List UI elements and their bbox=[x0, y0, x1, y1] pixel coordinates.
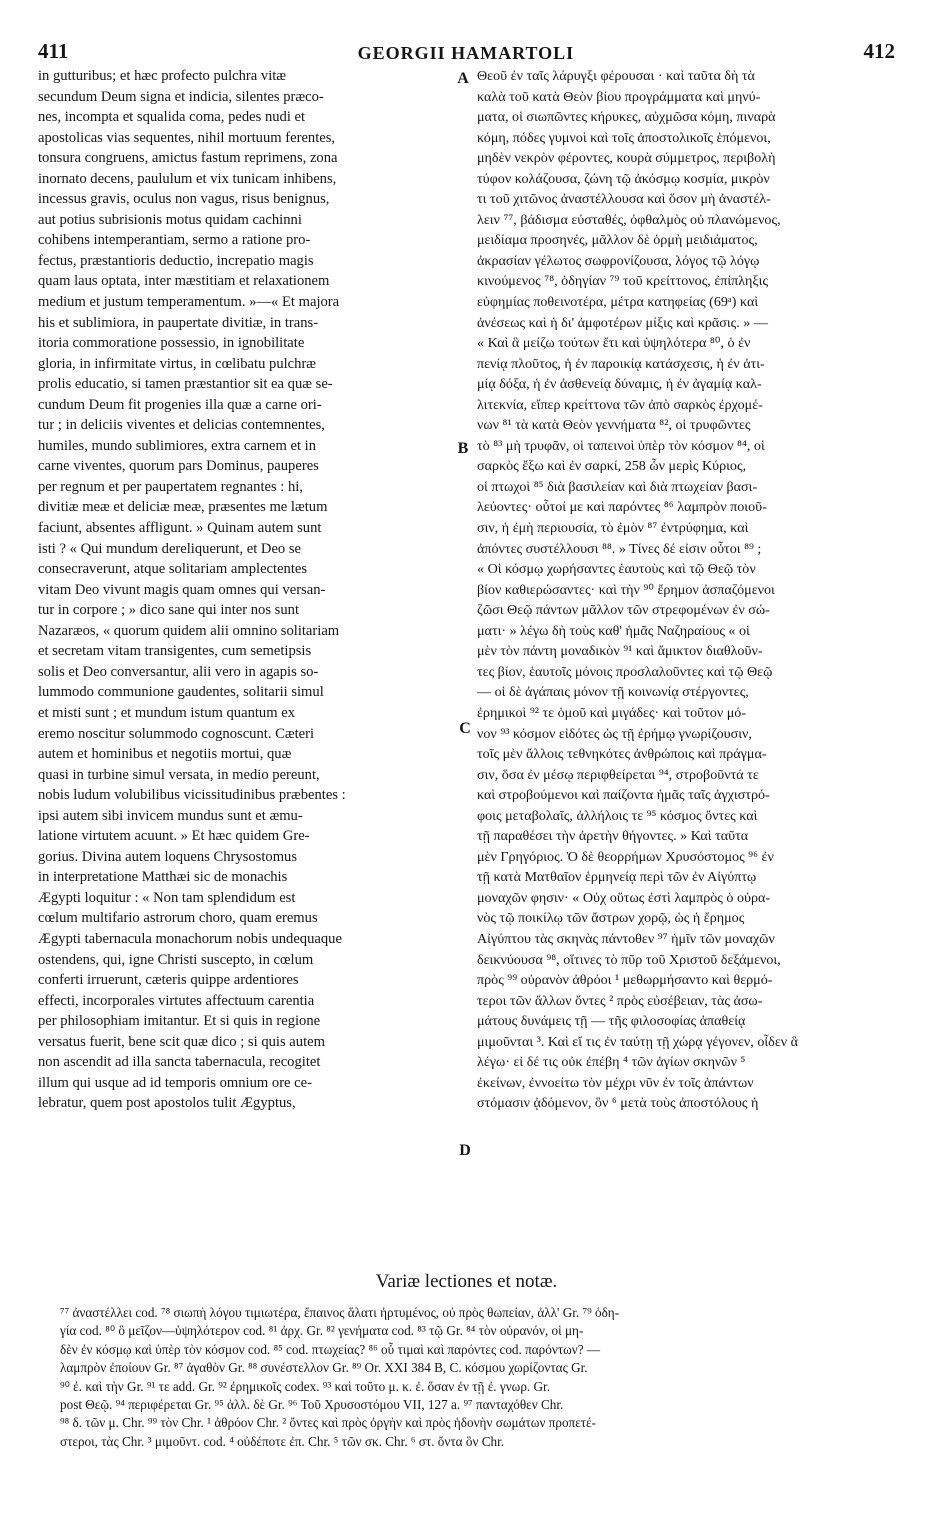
latin-text-line: illum qui usque ad id temporis omnium ore ce- bbox=[38, 1074, 312, 1091]
latin-text-line: quasi in turbine simul versata, in medio pereunt, bbox=[38, 766, 320, 783]
latin-text-line: per regnum et per paupertatem regnantes : hi, bbox=[38, 478, 304, 495]
latin-column bbox=[38, 66, 456, 1114]
greek-text-line: βίον καθιερώσαντες· καὶ τὴν ⁹⁰ ἔρημον ἀσπαζόμενοι bbox=[477, 581, 775, 598]
latin-text-line: latione virtutem acuunt. » Et hæc quidem Gre- bbox=[38, 828, 310, 845]
greek-column bbox=[477, 66, 895, 1114]
greek-text-line: φοις μεταβολαῖς, ἀλλήλοις τε ⁹⁵ κόσμος ὄντες καὶ bbox=[477, 807, 758, 824]
note-line: στεροι, τὰς Chr. ³ μιμοῦντ. cod. ⁴ οὐδέποτε ἐπ. Chr. ⁵ τῶν σκ. Chr. ⁶ στ. ὄντα ὃν Chr. bbox=[60, 1433, 505, 1449]
greek-text-line: ἀνέσεως καὶ ἡ δι' ἀμφοτέρων μίξις καὶ κρᾶσις. » — bbox=[477, 314, 768, 331]
latin-text-line: Nazaræos, « quorum quidem alii omnino solitariam bbox=[38, 622, 340, 639]
greek-text-line: ζῶσι Θεῷ πάντων μᾶλλον τῶν στρεφομένων ἐν σώ- bbox=[477, 602, 770, 619]
margin-marker-a: A bbox=[457, 70, 469, 87]
latin-text-line: solis et Deo conversantur, alii vero in agapis so- bbox=[38, 663, 319, 680]
latin-text-line: autem et hominibus et negotiis mortui, quæ bbox=[38, 746, 292, 763]
greek-text-line: νον ⁹³ κόσμον εἰδότες ὡς τῇ ἐρήμῳ γνωρίζουσιν, bbox=[477, 725, 752, 742]
latin-text-line: inornato decens, paululum et vix tunicam inhibens, bbox=[38, 170, 337, 187]
greek-text-line: λεύοντες· οὗτοί με καὶ παρόντες ⁸⁶ λαμπρὸν ποιοῦ- bbox=[477, 499, 767, 516]
greek-text-line: μὲν τὸν πάντη μοναδικὸν ⁹¹ καὶ ἄμικτον διαθλοῦν- bbox=[477, 643, 763, 660]
latin-text-line: incessus gravis, oculus non vagus, risus benignus, bbox=[38, 191, 330, 208]
greek-text-line: οἱ πτωχοὶ ⁸⁵ διὰ βασιλείαν καὶ διὰ πτωχείαν βασι- bbox=[477, 478, 758, 495]
greek-text-line: Θεοῦ ἐν ταῖς λάρυγξι φέρουσαι · καὶ ταῦτα δὴ τὰ bbox=[477, 68, 755, 84]
greek-text-line: στόμασιν ᾀδόμενον, ὃν ⁶ μετὰ τοὺς ἀποστόλους ἡ bbox=[477, 1095, 759, 1112]
greek-text-line: νὸς τῷ ποικίλῳ τῶν ἄστρων χορῷ, ὡς ἡ ἔρημος bbox=[477, 910, 745, 927]
latin-text-line: cœlum multifario astrorum choro, quam eremus bbox=[38, 910, 318, 927]
latin-text-line: per philosophiam imitantur. Et si quis in regione bbox=[38, 1013, 321, 1030]
latin-text-line: aut potius subrisionis motus quidam cachinni bbox=[38, 211, 302, 228]
greek-text-line: ἐκείνων, ἐννοείτω τὸν μέχρι νῦν ἐν τοῖς ἁπάντων bbox=[477, 1074, 754, 1091]
greek-text-line: « Οἱ κόσμῳ χωρήσαντες ἑαυτοὺς καὶ τῷ Θεῷ τὸν bbox=[477, 561, 756, 578]
latin-text-line: tonsura congruens, amictus fastum reprimens, zona bbox=[38, 150, 338, 167]
latin-text-line: humiles, mundo sublimiores, extra carnem et in bbox=[38, 437, 317, 454]
greek-text-line: τὸ ⁸³ μὴ τρυφᾶν, οἱ ταπεινοὶ ὑπὲρ τὸν κόσμον ⁸⁴, οἱ bbox=[477, 437, 765, 454]
running-title: GEORGII HAMARTOLI bbox=[357, 43, 575, 63]
latin-text-line: prolis educatio, si tamen præstantior sit ea quæ se- bbox=[38, 376, 333, 393]
greek-text-line: λιτεκνία, εἴπερ κρείττονα τῶν ἀπὸ σαρκὸς ἐρχομέ- bbox=[477, 396, 763, 413]
latin-text-line: vitam Deo vivunt magis quam omnes qui versan- bbox=[38, 581, 326, 598]
greek-text-line: τῇ παραθέσει τὴν ἀρετὴν θήγοντες. » Καὶ ταῦτα bbox=[477, 828, 749, 845]
note-line: ⁷⁷ ἀναστέλλει cod. ⁷⁸ σιωπὴ λόγου τιμιωτέρα, ἔπαινος ἅλατι ἠρτυμένος, οὐ πρὸς θωπείαν, ἀλλ' Gr. ⁷⁹ ὁδη- bbox=[60, 1305, 620, 1320]
greek-text-line: τύφον κολάζουσα, ζώνη τῷ ἀκόσμῳ κοσμία, μικρὸν bbox=[477, 170, 770, 187]
latin-text-line: nobis ludum volubilibus vicissitudinibus præbentes : bbox=[38, 787, 346, 804]
margin-marker-b: B bbox=[457, 440, 469, 457]
greek-text-line: μὲν Γρηγόριος. Ὁ δὲ θεορρήμων Χρυσόστομος ⁹⁶ ἐν bbox=[477, 848, 774, 865]
latin-text-line: faciunt, absentes affligunt. » Quinam autem sunt bbox=[38, 520, 322, 537]
greek-text-line: ἀπόντες συστέλλουσι ⁸⁸. » Τίνες δέ εἰσιν οὗτοι ⁸⁹ ; bbox=[477, 540, 762, 557]
greek-text-line: μάτους δυνάμεις τῇ — τῆς φιλοσοφίας ἀπαθείᾳ bbox=[477, 1013, 746, 1030]
latin-text-line: cundum Deum fit progenies illa quæ a carne ori- bbox=[38, 396, 322, 413]
greek-text-line: λέγω· εἰ δέ τις οὐκ ἐπέβη ⁴ τῶν ἁγίων σκηνῶν ⁵ bbox=[477, 1054, 746, 1071]
greek-text-line: — οἱ δὲ ἀγάπαις μόνον τῇ κοινωνίᾳ στέργοντες, bbox=[477, 684, 749, 701]
latin-text-line: ostendens, qui, igne Christi suscepto, in cœlum bbox=[38, 951, 314, 968]
notes-block bbox=[60, 1304, 896, 1451]
greek-text-line: εὐφημίας ποθεινοτέρα, μέτρα κατηφείας (69ᵃ) καὶ bbox=[477, 294, 759, 311]
greek-text-line: τῇ κατὰ Ματθαῖον ἑρμηνείᾳ περὶ τῶν ἐν Αἰγύπτῳ bbox=[477, 869, 757, 886]
greek-text-line: καλὰ τοῦ κατὰ Θεὸν βίου προγράμματα καὶ μηνύ- bbox=[477, 88, 761, 105]
latin-text-line: in gutturibus; et hæc profecto pulchra vitæ bbox=[38, 68, 287, 84]
note-line: post Θεῷ. ⁹⁴ περιφέρεται Gr. ⁹⁵ ἀλλ. δὲ Gr. ⁹⁶ Τοῦ Χρυσοστόμου VII, 127 a. ⁹⁷ πανταχόθεν Chr. bbox=[60, 1397, 564, 1413]
latin-text-line: Ægypti tabernacula monachorum nobis undequaque bbox=[38, 930, 342, 947]
greek-text-line: κόμη, πόδες γυμνοὶ καὶ τοῖς ἀποστολικοῖς ἑπόμενοι, bbox=[477, 129, 771, 146]
greek-text-line: ἐρημικοὶ ⁹² τε ὁμοῦ καὶ μιγάδες· καὶ τοῦτον μό- bbox=[477, 704, 747, 721]
margin-marker-c: C bbox=[459, 720, 471, 737]
greek-text-line: τες βίον, ἑαυτοῖς μόνοις προσλαλοῦντες καὶ τῷ Θεῷ bbox=[477, 663, 773, 680]
latin-text-line: isti ? « Qui mundum dereliquerunt, et Deo se bbox=[38, 540, 302, 557]
latin-text-line: gloria, in infirmitate virtus, in cœlibatu pulchræ bbox=[38, 355, 317, 372]
latin-text-line: quam laus optata, inter mæstitiam et relaxationem bbox=[38, 273, 330, 290]
greek-text-line: δεικνύουσα ⁹⁸, οἵτινες τὸ πῦρ τοῦ Χριστοῦ δεξάμενοι, bbox=[477, 951, 781, 968]
greek-text-line: μίᾳ δόξα, ἡ ἐν ἀσθενείᾳ δύναμις, ἡ ἐν ἀγαμίᾳ καλ- bbox=[477, 376, 762, 393]
left-page-number: 411 bbox=[38, 39, 69, 63]
latin-text-line: secundum Deum signa et indicia, silentes præco- bbox=[38, 88, 324, 105]
greek-text-line: ἀκρασίαν γέλωτος σωφρονίζουσα, λόγος τῷ λόγῳ bbox=[477, 252, 760, 269]
latin-text-line: lebratur, quem post apostolos tulit Ægyptus, bbox=[38, 1095, 296, 1112]
greek-text-line: τεροι τῶν ἄλλων ὄντες ² πρὸς εὐσέβειαν, τὰς ἀσω- bbox=[477, 992, 763, 1009]
note-line: ⁹⁸ δ. τῶν μ. Chr. ⁹⁹ τὸν Chr. ¹ ἀθρόον Chr. ² ὄντες καὶ πρὸς ὀργὴν καὶ πρὸς ἡδονὴν σωμάτων προπετέ- bbox=[60, 1415, 596, 1431]
latin-text-line: tur ; in deliciis viventes et delicias contemnentes, bbox=[38, 417, 325, 434]
latin-text-line: non ascendit ad illa sancta tabernacula, recogitet bbox=[38, 1054, 321, 1071]
latin-text-line: Ægypti loquitur : « Non tam splendidum est bbox=[38, 889, 296, 906]
latin-text-line: gorius. Divina autem loquens Chrysostomus bbox=[38, 848, 298, 865]
right-page-number: 412 bbox=[863, 39, 895, 63]
latin-text-line: conferti irruerunt, cæteris quippe ardentiores bbox=[38, 972, 299, 989]
latin-text-line: versatus fuerit, bene scit quæ dico ; si quis autem bbox=[38, 1033, 325, 1050]
greek-text-line: μοναχῶν φησιν· « Οὐχ οὕτως ἐστὶ λαμπρὸς ὁ οὐρα- bbox=[477, 889, 771, 906]
greek-text-line: νων ⁸¹ τὰ κατὰ Θεὸν γεννήματα ⁸², οἱ τρυφῶντες bbox=[477, 417, 751, 434]
latin-text-line: itoria commoratione possessio, in ignobilitate bbox=[38, 335, 305, 352]
latin-text-line: et secretam vitam transigentes, cum semetipsis bbox=[38, 643, 312, 660]
greek-text-line: σιν, ἡ ἐμὴ περιουσία, τὸ ἐμὸν ⁸⁷ ἐντρύφημα, καὶ bbox=[477, 520, 749, 537]
note-line: λαμπρὸν ἐποίουν Gr. ⁸⁷ ἀγαθὸν Gr. ⁸⁸ συνέστελλον Gr. ⁸⁹ Or. XXI 384 B, C. κόσμου χωρίζοντας Gr. bbox=[60, 1360, 588, 1376]
latin-text-line: ipsi autem sibi invicem mundus sunt et æmu- bbox=[38, 807, 303, 824]
latin-text-line: effecti, incorporales virtutes affectuum carentia bbox=[38, 992, 315, 1009]
latin-text-line: divitiæ meæ et deliciæ meæ, præsentes me lætum bbox=[38, 499, 328, 516]
greek-text-line: ματι· » λέγω δὴ τοὺς καθ' ἡμᾶς Ναζηραίους « οἱ bbox=[477, 622, 750, 639]
greek-text-line: μειδίαμα προσηνές, μᾶλλον δὲ ὁρμὴ μειδιάματος, bbox=[477, 232, 758, 249]
greek-text-line: τοῖς μὲν ἄλλοις τεθνηκότες ἀνθρώποις καὶ πράγμα- bbox=[477, 746, 767, 763]
latin-text-line: medium et justum temperamentum. »—« Et majora bbox=[38, 294, 340, 311]
greek-text-line: λειν ⁷⁷, βάδισμα εὐσταθές, ὀφθαλμὸς οὐ πλανώμενος, bbox=[477, 211, 781, 228]
greek-text-line: σαρκὸς ἔξω καὶ ἐν σαρκί, 258 ὧν μερὶς Κύριος, bbox=[477, 458, 747, 475]
greek-text-line: σιν, ὅσα ἐν μέσῳ περιφθείρεται ⁹⁴, στροβοῦντά τε bbox=[477, 766, 759, 783]
latin-text-line: et misti sunt ; et mundum istum quantum ex bbox=[38, 704, 296, 721]
greek-text-line: « Καὶ ἃ μείζω τούτων ἔτι καὶ ὑψηλότερα ⁸⁰, ὁ ἐν bbox=[477, 335, 751, 352]
latin-text-line: in interpretatione Matthæi sic de monachis bbox=[38, 869, 288, 886]
notes-heading: Variæ lectiones et notæ. bbox=[375, 1271, 558, 1292]
note-line: δὲν ἐν κόσμῳ καὶ ὑπὲρ τὸν κόσμον cod. ⁸⁵ cod. πτωχείας? ⁸⁶ οὗ τιμαὶ καὶ παρόντες cod. παρόντων? — bbox=[60, 1341, 601, 1357]
greek-text-line: τι τοῦ χιτῶνος ἀναστέλλουσα καὶ ὅσον μὴ ἀναστέλ- bbox=[477, 191, 771, 208]
greek-text-line: καὶ στροβούμενοι καὶ παίζοντα ἡμᾶς ταῖς ἀγχιστρό- bbox=[477, 787, 770, 804]
greek-text-line: κινούμενος ⁷⁸, ὁδηγίαν ⁷⁹ τοῦ κρείττονος, ἐπίπληξις bbox=[477, 273, 769, 290]
greek-text-line: μηδὲν νεκρὸν φέροντες, κουρὰ σύμμετρος, περιβολὴ bbox=[477, 150, 776, 167]
latin-text-line: fectus, præstantioris deductio, increpatio magis bbox=[38, 252, 314, 269]
latin-text-line: tur in corpore ; » dico sane qui inter nos sunt bbox=[38, 602, 300, 619]
latin-text-line: his et sublimiora, in paupertate divitiæ, in trans- bbox=[38, 314, 319, 331]
latin-text-line: nes, incompta et squalida coma, pedes nudi et bbox=[38, 109, 306, 126]
margin-marker-d: D bbox=[459, 1142, 471, 1159]
latin-text-line: lummodo communione gaudentes, solitarii simul bbox=[38, 684, 324, 701]
greek-text-line: πενίᾳ πλοῦτος, ἡ ἐν παροικίᾳ κατάσχεσις, ἡ ἐν ἀτι- bbox=[477, 355, 765, 372]
latin-text-line: eremo noscitur solummodo cognoscunt. Cæteri bbox=[38, 725, 315, 742]
page-header bbox=[38, 34, 895, 64]
greek-text-line: ματα, οἱ σιωπῶντες κήρυκες, αὐχμῶσα κόμη, πιναρὰ bbox=[477, 109, 776, 126]
greek-text-line: Αἰγύπτου τὰς σκηνὰς πάντοθεν ⁹⁷ ἡμῖν τῶν μοναχῶν bbox=[477, 930, 775, 947]
latin-text-line: consecraverunt, atque solitariam amplectentes bbox=[38, 561, 308, 578]
note-line: ⁹⁰ ἐ. καὶ τὴν Gr. ⁹¹ τε add. Gr. ⁹² ἐρημικοῖς codex. ⁹³ καὶ τοῦτο μ. κ. ἐ. ὅσαν ἐν τῇ ἐ. γνωρ. Gr. bbox=[60, 1378, 551, 1394]
greek-text-line: μιμοῦνται ³. Καὶ εἴ τις ἐν ταύτῃ τῇ χώρᾳ γέγονεν, οἶδεν ἃ bbox=[477, 1033, 799, 1050]
note-line: γία cod. ⁸⁰ ὃ μεῖζον—ὑψηλότερον cod. ⁸¹ ἀρχ. Gr. ⁸² γενήματα cod. ⁸³ τῷ Gr. ⁸⁴ τὸν οὐρανόν, οἱ μη- bbox=[60, 1323, 584, 1339]
latin-text-line: cohibens intemperantiam, sermo a ratione pro- bbox=[38, 232, 311, 249]
latin-text-line: apostolicas vias sequentes, nihil mortuum ferentes, bbox=[38, 129, 336, 146]
latin-text-line: carne viventes, quorum pars Dominus, pauperes bbox=[38, 458, 319, 475]
greek-text-line: πρὸς ⁹⁹ οὐρανὸν ἀθρόοι ¹ μεθωρμήσαντο καὶ θερμό- bbox=[477, 972, 773, 989]
